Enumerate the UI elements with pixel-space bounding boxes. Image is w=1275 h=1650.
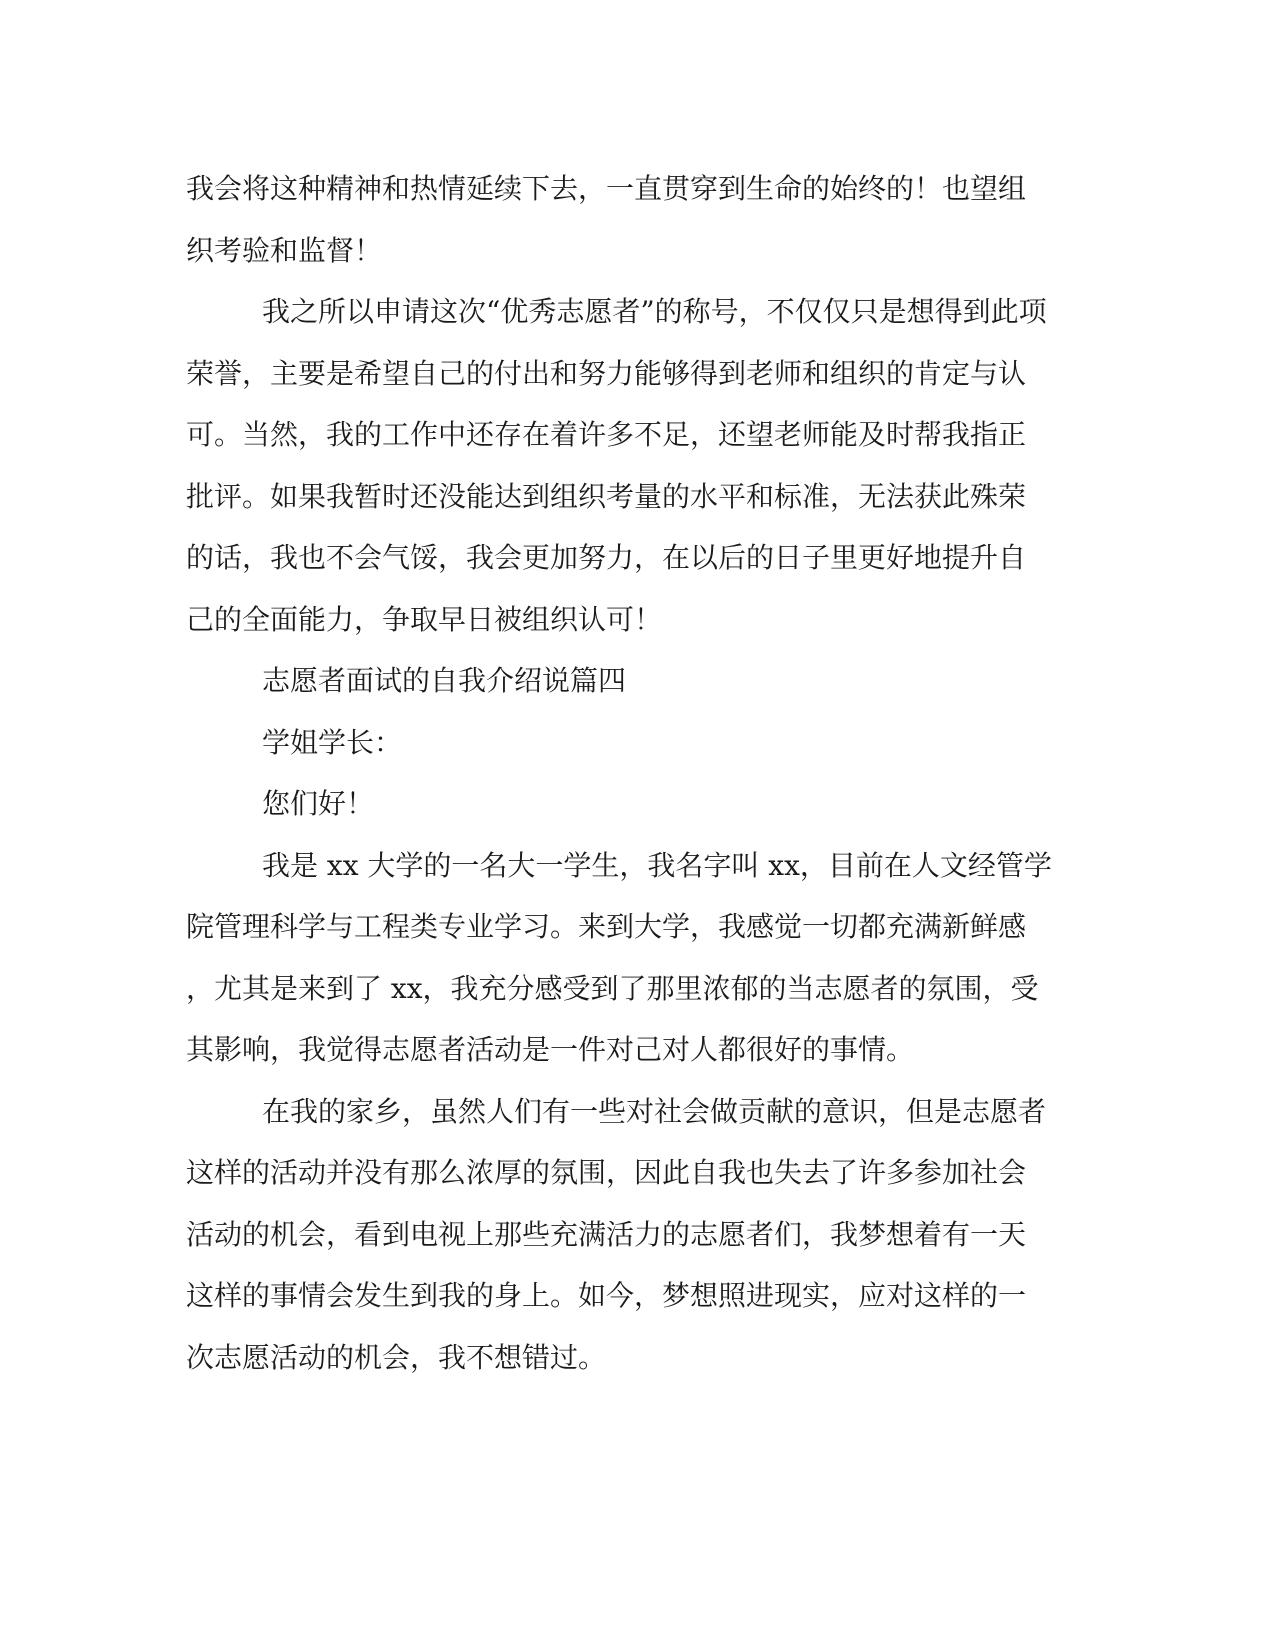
text-line: 的话，我也不会气馁，我会更加努力，在以后的日子里更好地提升自 [186,541,1027,574]
text-line: 织考验和监督！ [186,233,383,267]
text-line: 可。当然，我的工作中还存在着许多不足，还望老师能及时帮我指正 [186,418,1027,451]
paragraph-first-line: 我是 xx 大学的一名大一学生，我名字叫 xx，目前在人文经管学 [262,848,1052,882]
text-line: 批评。如果我暂时还没能达到组织考量的水平和标准，无法获此殊荣 [186,479,1027,513]
text-line: 己的全面能力，争取早日被组织认可！ [186,602,663,636]
text-line: 我会将这种精神和热情延续下去，一直贯穿到生命的始终的！也望组 [186,172,1027,205]
text-line: 这样的事情会发生到我的身上。如今，梦想照进现实，应对这样的一 [186,1279,1027,1312]
paragraph-first-line: 我之所以申请这次“优秀志愿者”的称号，不仅仅只是想得到此项 [262,295,1047,328]
salutation: 学姐学长： [262,725,403,759]
text-line: 次志愿活动的机会，我不想错过。 [186,1340,607,1374]
greeting: 您们好！ [262,787,375,820]
text-line: 活动的机会，看到电视上那些充满活力的志愿者们，我梦想着有一天 [186,1217,1027,1251]
text-line: ，尤其是来到了 xx，我充分感受到了那里浓郁的当志愿者的氛围，受 [186,971,1039,1005]
document-body [186,158,1066,1388]
text-line: 院管理科学与工程类专业学习。来到大学，我感觉一切都充满新鲜感 [186,910,1027,943]
text-line: 其影响，我觉得志愿者活动是一件对己对人都很好的事情。 [186,1033,915,1066]
section-heading: 志愿者面试的自我介绍说篇四 [262,664,627,697]
paragraph-first-line: 在我的家乡，虽然人们有一些对社会做贡献的意识，但是志愿者 [262,1094,1047,1128]
text-line: 这样的活动并没有那么浓厚的氛围，因此自我也失去了许多参加社会 [186,1156,1027,1189]
text-line: 荣誉，主要是希望自己的付出和努力能够得到老师和组织的肯定与认 [186,356,1027,390]
